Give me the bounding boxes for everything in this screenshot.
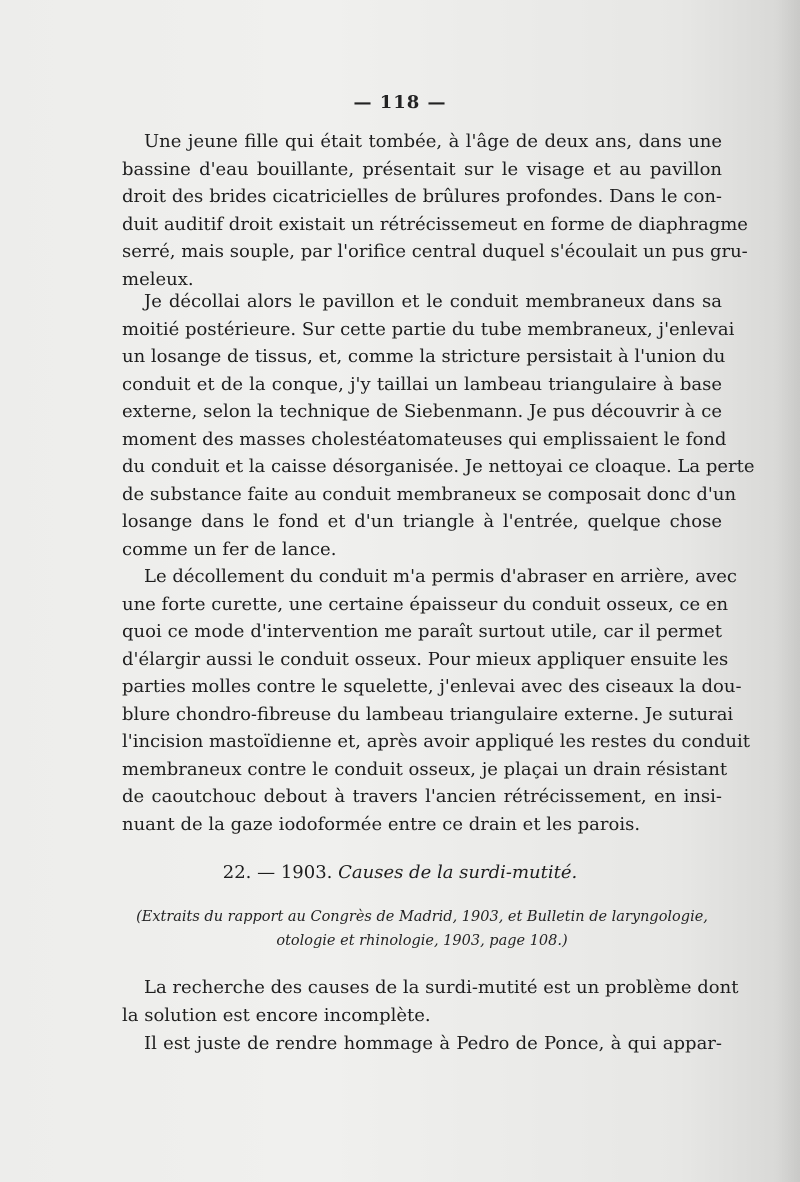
text-line: Il est juste de rendre hommage à Pedro de Ponce, à qui appar-	[144, 1033, 722, 1054]
text-line: externe, selon la technique de Siebenmann. Je pus découvrir à ce	[122, 401, 722, 422]
text-line: un losange de tissus, et, comme la stricture persistait à l'union du	[122, 346, 726, 367]
text-line: de caoutchouc debout à travers l'ancien rétrécissement, en insi-	[122, 786, 722, 807]
text-line: meleux.	[122, 268, 194, 290]
text-line: moitié postérieure. Sur cette partie du tube membraneux, j'enlevai	[122, 318, 735, 340]
text-line: d'élargir aussi le conduit osseux. Pour mieux appliquer ensuite les	[122, 648, 729, 670]
paragraph-case-description	[122, 128, 748, 293]
source-note-line: otologie et rhinologie, 1903, page 108.)	[276, 933, 568, 949]
paragraph-technique	[122, 563, 750, 838]
text-line: La recherche des causes de la surdi-mutité est un problème dont	[144, 977, 739, 998]
paragraph-homage	[122, 1030, 722, 1058]
text-line: quoi ce mode d'intervention me paraît surtout utile, car il permet	[122, 621, 722, 642]
text-line: serré, mais souple, par l'orifice central duquel s'écoulait un pus gru-	[122, 241, 748, 262]
text-line: Le décollement du conduit m'a permis d'abraser en arrière, avec	[144, 566, 737, 587]
text-line: losange dans le fond et d'un triangle à l'entrée, quelque chose	[122, 511, 722, 532]
text-line: duit auditif droit existait un rétrécissemeut en forme de diaphragme	[122, 213, 748, 235]
section-heading	[0, 862, 800, 883]
text-line: conduit et de la conque, j'y taillai un lambeau triangulaire à base	[122, 373, 722, 395]
text-line: bassine d'eau bouillante, présentait sur le visage et au pavillon	[122, 158, 722, 180]
text-line: nuant de la gaze iodoformée entre ce drain et les parois.	[122, 813, 641, 835]
section-title: Causes de la surdi-mutité.	[338, 862, 578, 883]
section-number: 22. — 1903.	[222, 862, 333, 883]
text-line: du conduit et la caisse désorganisée. Je nettoyai ce cloaque. La perte	[122, 456, 755, 477]
text-line: la solution est encore incomplète.	[122, 1004, 431, 1026]
source-note	[122, 905, 722, 953]
text-line: de substance faite au conduit membraneux se composait donc d'un	[122, 483, 737, 505]
text-line: Une jeune fille qui était tombée, à l'âge de deux ans, dans une	[144, 131, 722, 152]
paragraph-operation	[122, 288, 755, 563]
text-line: blure chondro-fibreuse du lambeau triangulaire externe. Je suturai	[122, 703, 734, 725]
text-line: comme un fer de lance.	[122, 538, 337, 560]
text-line: une forte curette, une certaine épaisseur du conduit osseux, ce en	[122, 593, 729, 615]
text-line: membraneux contre le conduit osseux, je plaçai un drain résistant	[122, 758, 728, 780]
text-line: parties molles contre le squelette, j'enlevai avec des ciseaux la dou-	[122, 676, 742, 697]
text-line: droit des brides cicatricielles de brûlures profondes. Dans le con-	[122, 186, 722, 207]
page-number: — 118 —	[353, 92, 447, 113]
paragraph-intro	[122, 974, 739, 1029]
text-line: moment des masses cholestéatomateuses qui emplissaient le fond	[122, 428, 727, 450]
source-note-line: (Extraits du rapport au Congrès de Madrid, 1903, et Bulletin de laryngologie,	[136, 909, 708, 925]
text-line: Je décollai alors le pavillon et le conduit membraneux dans sa	[144, 291, 722, 312]
text-line: l'incision mastoïdienne et, après avoir appliqué les restes du conduit	[122, 731, 750, 752]
